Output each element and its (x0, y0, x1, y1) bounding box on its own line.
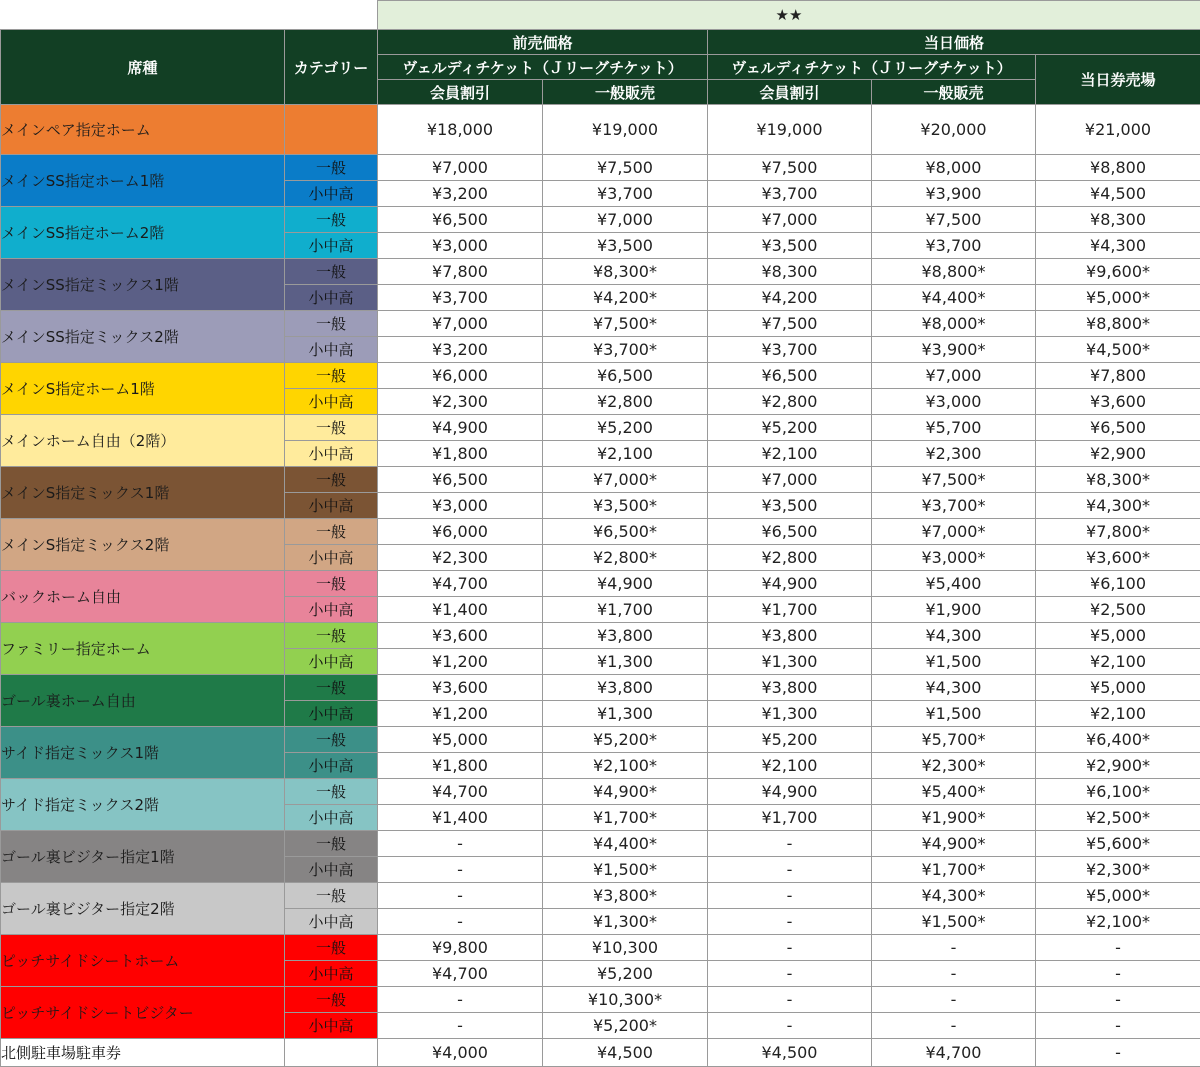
table-row (1, 831, 1200, 857)
box-office-price: ¥4,300* (1036, 493, 1200, 519)
presale-member-price: ¥7,000 (378, 155, 543, 181)
box-office-price: ¥7,800 (1036, 363, 1200, 389)
sameday-member-price: ¥1,300 (708, 649, 872, 675)
category-cell (285, 105, 378, 155)
category-cell: 一般 (285, 571, 378, 597)
seat-type-cell: ゴール裏ビジター指定1階 (1, 831, 285, 883)
sameday-general-price: ¥1,500* (872, 909, 1036, 935)
category-cell: 一般 (285, 987, 378, 1013)
presale-general-price: ¥3,500 (543, 233, 708, 259)
presale-general-price: ¥6,500* (543, 519, 708, 545)
presale-member-price: ¥4,000 (378, 1039, 543, 1067)
box-office-price: ¥2,900 (1036, 441, 1200, 467)
presale-member-price: ¥4,700 (378, 961, 543, 987)
box-office-price: ¥2,900* (1036, 753, 1200, 779)
sameday-general-price: - (872, 961, 1036, 987)
category-cell: 小中高 (285, 493, 378, 519)
seat-type-cell: メインSS指定ホーム1階 (1, 155, 285, 207)
sameday-general-price: - (872, 1013, 1036, 1039)
sameday-general-price: ¥1,500 (872, 649, 1036, 675)
box-office-price: ¥5,600* (1036, 831, 1200, 857)
presale-general-price: ¥3,800* (543, 883, 708, 909)
box-office-price: - (1036, 1039, 1200, 1067)
box-office-price: ¥2,100 (1036, 649, 1200, 675)
seat-type-cell: バックホーム自由 (1, 571, 285, 623)
category-cell: 一般 (285, 363, 378, 389)
presale-member-price: ¥2,300 (378, 389, 543, 415)
box-office-price: ¥4,300 (1036, 233, 1200, 259)
table-row (1, 779, 1200, 805)
category-cell: 一般 (285, 311, 378, 337)
table-row (1, 727, 1200, 753)
category-cell: 小中高 (285, 233, 378, 259)
sameday-general-price: ¥7,500* (872, 467, 1036, 493)
table-row (1, 467, 1200, 493)
sameday-general-sale-header: 一般販売 (872, 80, 1036, 105)
seat-type-cell: メインS指定ホーム1階 (1, 363, 285, 415)
sameday-general-price: - (872, 987, 1036, 1013)
box-office-price: ¥9,600* (1036, 259, 1200, 285)
presale-general-price: ¥4,400* (543, 831, 708, 857)
box-office-header: 当日券売場 (1036, 55, 1200, 105)
seat-type-cell: ゴール裏ビジター指定2階 (1, 883, 285, 935)
category-cell: 小中高 (285, 909, 378, 935)
presale-member-price: - (378, 831, 543, 857)
presale-member-price: - (378, 987, 543, 1013)
presale-member-price: ¥3,600 (378, 623, 543, 649)
seat-type-cell: ファミリー指定ホーム (1, 623, 285, 675)
sameday-member-price: ¥3,700 (708, 337, 872, 363)
presale-general-price: ¥4,200* (543, 285, 708, 311)
sameday-member-price: - (708, 857, 872, 883)
category-cell: 一般 (285, 831, 378, 857)
category-cell: 小中高 (285, 389, 378, 415)
category-cell: 小中高 (285, 545, 378, 571)
box-office-price: ¥5,000 (1036, 675, 1200, 701)
sameday-general-price: ¥8,800* (872, 259, 1036, 285)
presale-general-price: ¥1,500* (543, 857, 708, 883)
presale-member-price: ¥9,800 (378, 935, 543, 961)
box-office-price: - (1036, 1013, 1200, 1039)
category-cell: 小中高 (285, 961, 378, 987)
sameday-general-price: ¥3,700* (872, 493, 1036, 519)
presale-member-price: ¥4,900 (378, 415, 543, 441)
seat-type-cell: 北側駐車場駐車券 (1, 1039, 285, 1067)
sameday-member-price: ¥8,300 (708, 259, 872, 285)
sameday-member-price: - (708, 831, 872, 857)
sameday-member-price: ¥3,500 (708, 493, 872, 519)
category-cell: 一般 (285, 883, 378, 909)
presale-general-price: ¥1,300 (543, 701, 708, 727)
presale-member-price: ¥7,000 (378, 311, 543, 337)
seat-type-cell: メインS指定ミックス2階 (1, 519, 285, 571)
category-cell: 小中高 (285, 597, 378, 623)
seat-type-cell: ピッチサイドシートビジター (1, 987, 285, 1039)
table-row (1, 363, 1200, 389)
category-cell: 一般 (285, 207, 378, 233)
sameday-general-price: ¥7,000 (872, 363, 1036, 389)
sameday-member-price: ¥3,500 (708, 233, 872, 259)
presale-member-price: ¥6,000 (378, 519, 543, 545)
sameday-member-price: - (708, 935, 872, 961)
box-office-price: ¥2,100* (1036, 909, 1200, 935)
box-office-price: ¥7,800* (1036, 519, 1200, 545)
box-office-price: ¥4,500* (1036, 337, 1200, 363)
sameday-member-price: ¥7,500 (708, 311, 872, 337)
presale-member-price: - (378, 857, 543, 883)
presale-member-price: ¥1,800 (378, 441, 543, 467)
table-row (1, 155, 1200, 181)
sameday-member-price: ¥6,500 (708, 363, 872, 389)
sameday-member-price: ¥4,200 (708, 285, 872, 311)
presale-general-price: ¥2,800 (543, 389, 708, 415)
sameday-general-price: ¥2,300 (872, 441, 1036, 467)
presale-member-price: ¥7,800 (378, 259, 543, 285)
table-header (1, 1, 1200, 105)
box-office-price: ¥3,600* (1036, 545, 1200, 571)
presale-general-price: ¥4,900 (543, 571, 708, 597)
presale-general-price: ¥5,200* (543, 727, 708, 753)
presale-member-price: ¥3,000 (378, 233, 543, 259)
box-office-price: ¥5,000* (1036, 883, 1200, 909)
presale-member-price: ¥3,600 (378, 675, 543, 701)
presale-general-price: ¥10,300 (543, 935, 708, 961)
sameday-member-price: ¥2,800 (708, 545, 872, 571)
box-office-price: ¥6,100* (1036, 779, 1200, 805)
sameday-general-price: ¥4,700 (872, 1039, 1036, 1067)
presale-general-price: ¥4,500 (543, 1039, 708, 1067)
category-cell: 小中高 (285, 285, 378, 311)
sameday-member-discount-header: 会員割引 (708, 80, 872, 105)
presale-general-price: ¥1,300 (543, 649, 708, 675)
box-office-price: ¥2,500* (1036, 805, 1200, 831)
presale-member-price: ¥4,700 (378, 571, 543, 597)
category-cell: 小中高 (285, 701, 378, 727)
box-office-price: ¥6,100 (1036, 571, 1200, 597)
category-cell: 一般 (285, 623, 378, 649)
presale-general-price: ¥3,700* (543, 337, 708, 363)
box-office-price: - (1036, 987, 1200, 1013)
sameday-general-price: ¥3,900* (872, 337, 1036, 363)
sameday-general-price: ¥20,000 (872, 105, 1036, 155)
category-cell: 小中高 (285, 181, 378, 207)
box-office-price: - (1036, 935, 1200, 961)
table-row (1, 207, 1200, 233)
category-cell: 小中高 (285, 857, 378, 883)
seat-type-header: 席種 (1, 30, 285, 105)
category-cell: 一般 (285, 727, 378, 753)
presale-general-price: ¥5,200 (543, 415, 708, 441)
sameday-general-price: ¥7,500 (872, 207, 1036, 233)
presale-member-price: ¥3,200 (378, 181, 543, 207)
presale-member-price: ¥6,500 (378, 207, 543, 233)
presale-member-price: ¥1,800 (378, 753, 543, 779)
sameday-general-price: ¥7,000* (872, 519, 1036, 545)
presale-member-price: - (378, 1013, 543, 1039)
sameday-general-price: ¥4,300 (872, 623, 1036, 649)
presale-general-price: ¥2,100* (543, 753, 708, 779)
presale-general-price: ¥2,100 (543, 441, 708, 467)
presale-member-price: ¥6,000 (378, 363, 543, 389)
box-office-price: ¥2,500 (1036, 597, 1200, 623)
sameday-member-price: - (708, 987, 872, 1013)
sameday-general-price: ¥5,700 (872, 415, 1036, 441)
box-office-price: ¥6,400* (1036, 727, 1200, 753)
category-cell: 一般 (285, 519, 378, 545)
presale-general-price: ¥3,800 (543, 675, 708, 701)
presale-header: 前売価格 (378, 30, 708, 55)
box-office-price: ¥6,500 (1036, 415, 1200, 441)
sameday-general-price: ¥3,000 (872, 389, 1036, 415)
sameday-verdy-ticket-header: ヴェルディチケット（Ｊリーグチケット） (708, 55, 1036, 80)
box-office-price: ¥8,800 (1036, 155, 1200, 181)
box-office-price: ¥8,300 (1036, 207, 1200, 233)
sameday-general-price: ¥3,000* (872, 545, 1036, 571)
table-row (1, 675, 1200, 701)
presale-general-price: ¥4,900* (543, 779, 708, 805)
category-cell: 一般 (285, 415, 378, 441)
presale-general-price: ¥7,500 (543, 155, 708, 181)
presale-member-price: ¥3,000 (378, 493, 543, 519)
box-office-price: ¥5,000 (1036, 623, 1200, 649)
presale-general-price: ¥5,200* (543, 1013, 708, 1039)
presale-general-price: ¥7,000* (543, 467, 708, 493)
category-header: カテゴリー (285, 30, 378, 105)
sameday-general-price: ¥5,700* (872, 727, 1036, 753)
sameday-member-price: ¥2,100 (708, 441, 872, 467)
sameday-member-price: ¥5,200 (708, 415, 872, 441)
presale-general-price: ¥7,500* (543, 311, 708, 337)
category-cell: 小中高 (285, 337, 378, 363)
sameday-member-price: ¥7,000 (708, 467, 872, 493)
presale-general-price: ¥1,700 (543, 597, 708, 623)
presale-member-price: ¥3,700 (378, 285, 543, 311)
sameday-general-price: ¥1,500 (872, 701, 1036, 727)
category-cell: 小中高 (285, 649, 378, 675)
sameday-member-price: ¥4,900 (708, 779, 872, 805)
seat-type-cell: ピッチサイドシートホーム (1, 935, 285, 987)
sameday-general-price: ¥3,700 (872, 233, 1036, 259)
box-office-price: - (1036, 961, 1200, 987)
sameday-general-price: ¥3,900 (872, 181, 1036, 207)
sameday-member-price: - (708, 883, 872, 909)
seat-type-cell: メインペア指定ホーム (1, 105, 285, 155)
sameday-general-price: ¥5,400 (872, 571, 1036, 597)
sameday-member-price: ¥3,700 (708, 181, 872, 207)
category-cell (285, 1039, 378, 1067)
presale-member-price: - (378, 909, 543, 935)
box-office-price: ¥5,000* (1036, 285, 1200, 311)
sameday-member-price: ¥5,200 (708, 727, 872, 753)
presale-member-price: ¥1,200 (378, 649, 543, 675)
category-cell: 一般 (285, 467, 378, 493)
box-office-price: ¥2,300* (1036, 857, 1200, 883)
presale-general-price: ¥1,700* (543, 805, 708, 831)
table-row (1, 571, 1200, 597)
presale-member-price: ¥3,200 (378, 337, 543, 363)
presale-general-price: ¥6,500 (543, 363, 708, 389)
sameday-member-price: - (708, 909, 872, 935)
sameday-member-price: ¥1,700 (708, 805, 872, 831)
sameday-general-price: ¥1,900* (872, 805, 1036, 831)
presale-general-price: ¥2,800* (543, 545, 708, 571)
presale-verdy-ticket-header: ヴェルディチケット（Ｊリーグチケット） (378, 55, 708, 80)
seat-type-cell: メインSS指定ミックス2階 (1, 311, 285, 363)
presale-general-sale-header: 一般販売 (543, 80, 708, 105)
sameday-member-price: ¥7,000 (708, 207, 872, 233)
seat-type-cell: サイド指定ミックス1階 (1, 727, 285, 779)
presale-general-price: ¥8,300* (543, 259, 708, 285)
stars-rating: ★★ (378, 1, 1200, 30)
sameday-general-price: - (872, 935, 1036, 961)
sameday-general-price: ¥1,700* (872, 857, 1036, 883)
presale-general-price: ¥3,700 (543, 181, 708, 207)
sameday-member-price: - (708, 1013, 872, 1039)
sameday-general-price: ¥1,900 (872, 597, 1036, 623)
presale-member-price: ¥2,300 (378, 545, 543, 571)
sameday-general-price: ¥8,000 (872, 155, 1036, 181)
table-row (1, 259, 1200, 285)
sameday-member-price: ¥2,100 (708, 753, 872, 779)
seat-type-cell: メインSS指定ミックス1階 (1, 259, 285, 311)
sameday-header: 当日価格 (708, 30, 1200, 55)
category-cell: 一般 (285, 675, 378, 701)
category-cell: 一般 (285, 935, 378, 961)
presale-general-price: ¥10,300* (543, 987, 708, 1013)
sameday-member-price: ¥2,800 (708, 389, 872, 415)
seat-type-cell: ゴール裏ホーム自由 (1, 675, 285, 727)
table-body (1, 105, 1200, 1067)
table-row (1, 415, 1200, 441)
sameday-general-price: ¥5,400* (872, 779, 1036, 805)
sameday-member-price: - (708, 961, 872, 987)
header-blank (1, 1, 378, 30)
sameday-general-price: ¥4,400* (872, 285, 1036, 311)
sameday-member-price: ¥1,300 (708, 701, 872, 727)
category-cell: 一般 (285, 259, 378, 285)
table-row (1, 935, 1200, 961)
box-office-price: ¥4,500 (1036, 181, 1200, 207)
sameday-member-price: ¥7,500 (708, 155, 872, 181)
table-row (1, 519, 1200, 545)
table-row (1, 623, 1200, 649)
sameday-member-price: ¥3,800 (708, 675, 872, 701)
sameday-general-price: ¥4,300 (872, 675, 1036, 701)
sameday-member-price: ¥1,700 (708, 597, 872, 623)
category-cell: 小中高 (285, 753, 378, 779)
sameday-member-price: ¥6,500 (708, 519, 872, 545)
category-cell: 一般 (285, 155, 378, 181)
presale-member-price: ¥1,200 (378, 701, 543, 727)
sameday-member-price: ¥3,800 (708, 623, 872, 649)
seat-type-cell: メインホーム自由（2階） (1, 415, 285, 467)
box-office-price: ¥8,800* (1036, 311, 1200, 337)
box-office-price: ¥8,300* (1036, 467, 1200, 493)
presale-member-price: ¥1,400 (378, 597, 543, 623)
presale-member-price: ¥6,500 (378, 467, 543, 493)
box-office-price: ¥3,600 (1036, 389, 1200, 415)
category-cell: 小中高 (285, 441, 378, 467)
presale-general-price: ¥3,500* (543, 493, 708, 519)
presale-general-price: ¥7,000 (543, 207, 708, 233)
box-office-price: ¥2,100 (1036, 701, 1200, 727)
presale-member-price: - (378, 883, 543, 909)
seat-type-cell: メインSS指定ホーム2階 (1, 207, 285, 259)
sameday-general-price: ¥8,000* (872, 311, 1036, 337)
presale-member-price: ¥1,400 (378, 805, 543, 831)
presale-general-price: ¥3,800 (543, 623, 708, 649)
sameday-general-price: ¥2,300* (872, 753, 1036, 779)
table-row (1, 311, 1200, 337)
presale-member-price: ¥5,000 (378, 727, 543, 753)
sameday-general-price: ¥4,300* (872, 883, 1036, 909)
category-cell: 小中高 (285, 805, 378, 831)
category-cell: 小中高 (285, 1013, 378, 1039)
box-office-price: ¥21,000 (1036, 105, 1200, 155)
table-row (1, 987, 1200, 1013)
seat-type-cell: サイド指定ミックス2階 (1, 779, 285, 831)
presale-member-price: ¥4,700 (378, 779, 543, 805)
seat-type-cell: メインS指定ミックス1階 (1, 467, 285, 519)
table-row (1, 105, 1200, 155)
sameday-general-price: ¥4,900* (872, 831, 1036, 857)
category-cell: 一般 (285, 779, 378, 805)
presale-general-price: ¥5,200 (543, 961, 708, 987)
presale-member-price: ¥18,000 (378, 105, 543, 155)
presale-member-discount-header: 会員割引 (378, 80, 543, 105)
sameday-member-price: ¥19,000 (708, 105, 872, 155)
table-row (1, 883, 1200, 909)
presale-general-price: ¥1,300* (543, 909, 708, 935)
table-row (1, 1039, 1200, 1067)
sameday-member-price: ¥4,500 (708, 1039, 872, 1067)
sameday-member-price: ¥4,900 (708, 571, 872, 597)
presale-general-price: ¥19,000 (543, 105, 708, 155)
